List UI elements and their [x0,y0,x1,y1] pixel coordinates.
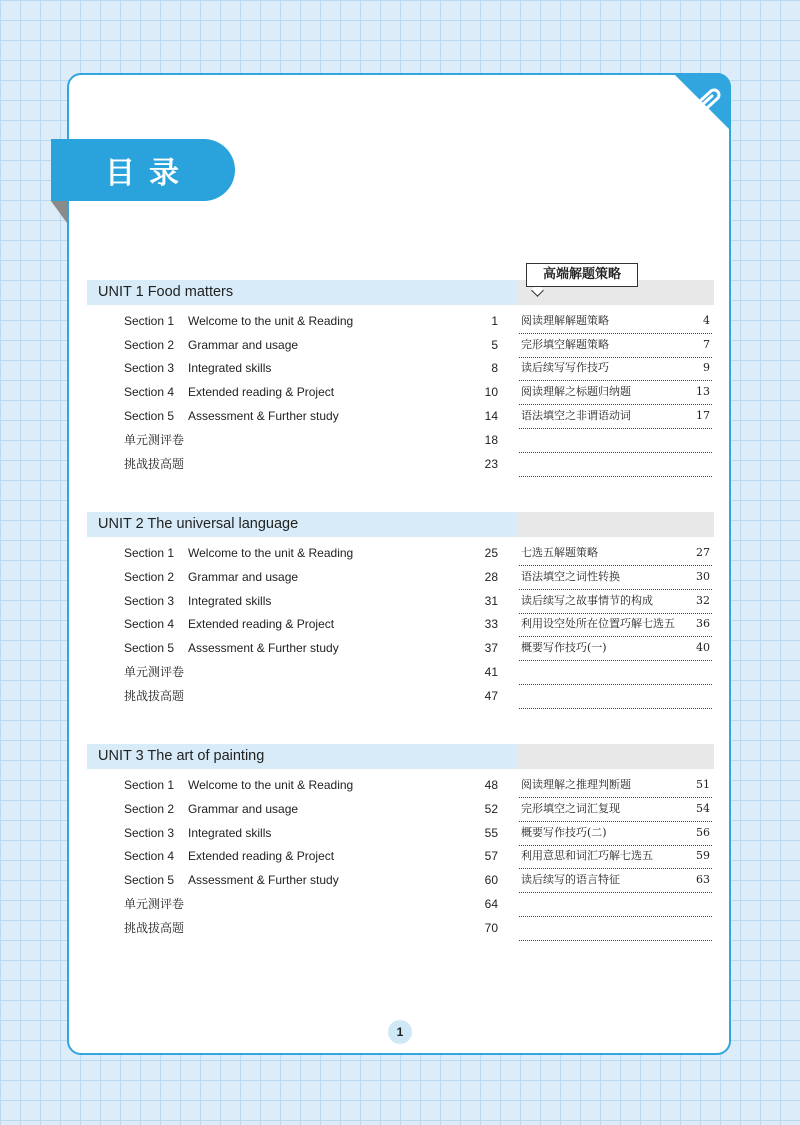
strategy-entry-blank [519,918,712,941]
page-number: 10 [484,385,498,399]
toc-entry[interactable] [124,311,498,331]
section-title: Assessment & Further study [188,409,339,423]
toc-entry[interactable] [124,454,498,474]
strategy-title: 语法填空之词性转换 [521,570,620,583]
section-title: Grammar and usage [188,570,299,584]
page-number: 5 [491,338,498,352]
strategy-title: 利用意思和词汇巧解七选五 [521,849,653,862]
toc-entry[interactable] [124,686,498,706]
page-number: 28 [484,570,498,584]
page-number: 54 [696,802,710,815]
section-label: Section 3 [124,826,175,840]
page-number: 40 [696,641,710,654]
page-number: 32 [696,594,710,607]
strategy-entry[interactable] [519,614,712,637]
section-title: Extended reading & Project [188,849,335,863]
strategy-entry-blank [519,686,712,709]
toc-entry[interactable] [124,358,498,378]
strategy-title: 概要写作技巧(一) [521,641,607,654]
toc-entry[interactable] [124,638,498,658]
page-number: 41 [484,665,498,679]
extra-title: 单元测评卷 [124,897,185,911]
extra-title: 单元测评卷 [124,665,185,679]
page-number: 9 [703,361,710,374]
strategy-entry[interactable] [519,311,712,334]
extra-title: 挑战拔高题 [124,921,185,935]
toc-entry[interactable] [124,870,498,890]
strategy-entry[interactable] [519,382,712,405]
page-number: 47 [484,689,498,703]
section-label: Section 5 [124,873,175,887]
strategy-entry[interactable] [519,335,712,358]
extra-title: 单元测评卷 [124,433,185,447]
strategy-title: 阅读理解之标题归纳题 [521,385,631,398]
strategy-entry-blank [519,662,712,685]
section-label: Section 4 [124,617,175,631]
section-label: Section 2 [124,338,175,352]
section-title: Integrated skills [188,826,272,840]
toc-entry[interactable] [124,567,498,587]
strategy-label: 高端解题策略 [526,263,638,287]
section-title: Integrated skills [188,361,272,375]
toc-entry[interactable] [124,406,498,426]
section-label: Section 5 [124,641,175,655]
toc-entry[interactable] [124,662,498,682]
section-title: Grammar and usage [188,802,299,816]
page-number: 17 [696,409,710,422]
page-number: 33 [484,617,498,631]
strategy-entry-blank [519,454,712,477]
unit-block-3 [87,744,714,944]
strategy-entry[interactable] [519,823,712,846]
page-number: 23 [484,457,498,471]
toc-entry[interactable] [124,846,498,866]
toc-entry[interactable] [124,335,498,355]
strategy-entry[interactable] [519,591,712,614]
strategy-title: 七选五解题策略 [521,546,598,559]
strategy-entry[interactable] [519,638,712,661]
strategy-entry[interactable] [519,870,712,893]
page-number: 18 [484,433,498,447]
page-number: 59 [696,849,710,862]
section-label: Section 2 [124,570,175,584]
page-number: 63 [696,873,710,886]
strategy-header-bar [517,512,714,537]
page-number: 60 [484,873,498,887]
title-fold-shadow [51,201,67,223]
strategy-title: 概要写作技巧(二) [521,826,607,839]
unit-block-1 [87,280,714,480]
toc-entry[interactable] [124,894,498,914]
section-title: Assessment & Further study [188,641,339,655]
page-number: 51 [696,778,710,791]
toc-entry[interactable] [124,823,498,843]
section-title: Extended reading & Project [188,385,335,399]
section-label: Section 2 [124,802,175,816]
strategy-entry[interactable] [519,846,712,869]
page-number: 64 [484,897,498,911]
page-number: 48 [484,778,498,792]
section-label: Section 4 [124,849,175,863]
strategy-entry-blank [519,894,712,917]
page-number: 25 [484,546,498,560]
page-number: 31 [484,594,498,608]
extra-title: 挑战拔高题 [124,689,185,703]
strategy-entry[interactable] [519,567,712,590]
section-label: Section 3 [124,594,175,608]
strategy-title: 读后续写写作技巧 [521,361,609,374]
section-title: Extended reading & Project [188,617,335,631]
strategy-entry[interactable] [519,799,712,822]
section-title: Welcome to the unit & Reading [188,314,354,328]
toc-entry[interactable] [124,775,498,795]
unit-title[interactable]: UNIT 2 The universal language [87,512,517,537]
page-number: 8 [491,361,498,375]
toc-entry[interactable] [124,543,498,563]
page-number: 57 [484,849,498,863]
page-number: 27 [696,546,710,559]
section-label: Section 1 [124,778,175,792]
section-label: Section 1 [124,546,175,560]
unit-header [87,744,714,769]
strategy-title: 阅读理解之推理判断题 [521,778,631,791]
strategy-entry[interactable] [519,543,712,566]
section-title: Integrated skills [188,594,272,608]
page-number: 4 [703,314,710,327]
strategy-entry[interactable] [519,358,712,381]
page-number: 56 [696,826,710,839]
paperclip-icon [679,85,723,119]
toc-entry[interactable] [124,382,498,402]
strategy-entry[interactable] [519,406,712,429]
strategy-title: 完形填空之词汇复现 [521,802,620,815]
strategy-title: 读后续写之故事情节的构成 [521,594,653,607]
page-number: 7 [703,338,710,351]
page-number: 1 [491,314,498,328]
strategy-title: 阅读理解解题策略 [521,314,609,327]
strategy-title: 完形填空解题策略 [521,338,609,351]
toc-entry[interactable] [124,591,498,611]
strategy-header-bar [517,744,714,769]
toc-entry[interactable] [124,614,498,634]
section-label: Section 4 [124,385,175,399]
unit-title[interactable]: UNIT 1 Food matters [87,280,517,305]
extra-title: 挑战拔高题 [124,457,185,471]
section-label: Section 1 [124,314,175,328]
page-number: 36 [696,617,710,630]
page-number: 14 [484,409,498,423]
strategy-title: 读后续写的语言特征 [521,873,620,886]
section-title: Welcome to the unit & Reading [188,546,354,560]
page-number-badge: 1 [388,1020,412,1044]
page-number: 30 [696,570,710,583]
unit-header [87,512,714,537]
page-number: 13 [696,385,710,398]
section-label: Section 5 [124,409,175,423]
unit-block-2 [87,512,714,712]
page-number: 55 [484,826,498,840]
toc-entry[interactable] [124,430,498,450]
toc-entry[interactable] [124,799,498,819]
unit-title[interactable]: UNIT 3 The art of painting [87,744,517,769]
section-title: Welcome to the unit & Reading [188,778,354,792]
toc-entry[interactable] [124,918,498,938]
section-label: Section 3 [124,361,175,375]
strategy-title: 语法填空之非谓语动词 [521,409,631,422]
page-number: 37 [484,641,498,655]
section-title: Assessment & Further study [188,873,339,887]
strategy-title: 利用设空处所在位置巧解七选五 [521,617,675,630]
section-title: Grammar and usage [188,338,299,352]
page-title: 目录 [51,139,235,201]
page-number: 52 [484,802,498,816]
page-number: 70 [484,921,498,935]
strategy-entry-blank [519,430,712,453]
strategy-entry[interactable] [519,775,712,798]
